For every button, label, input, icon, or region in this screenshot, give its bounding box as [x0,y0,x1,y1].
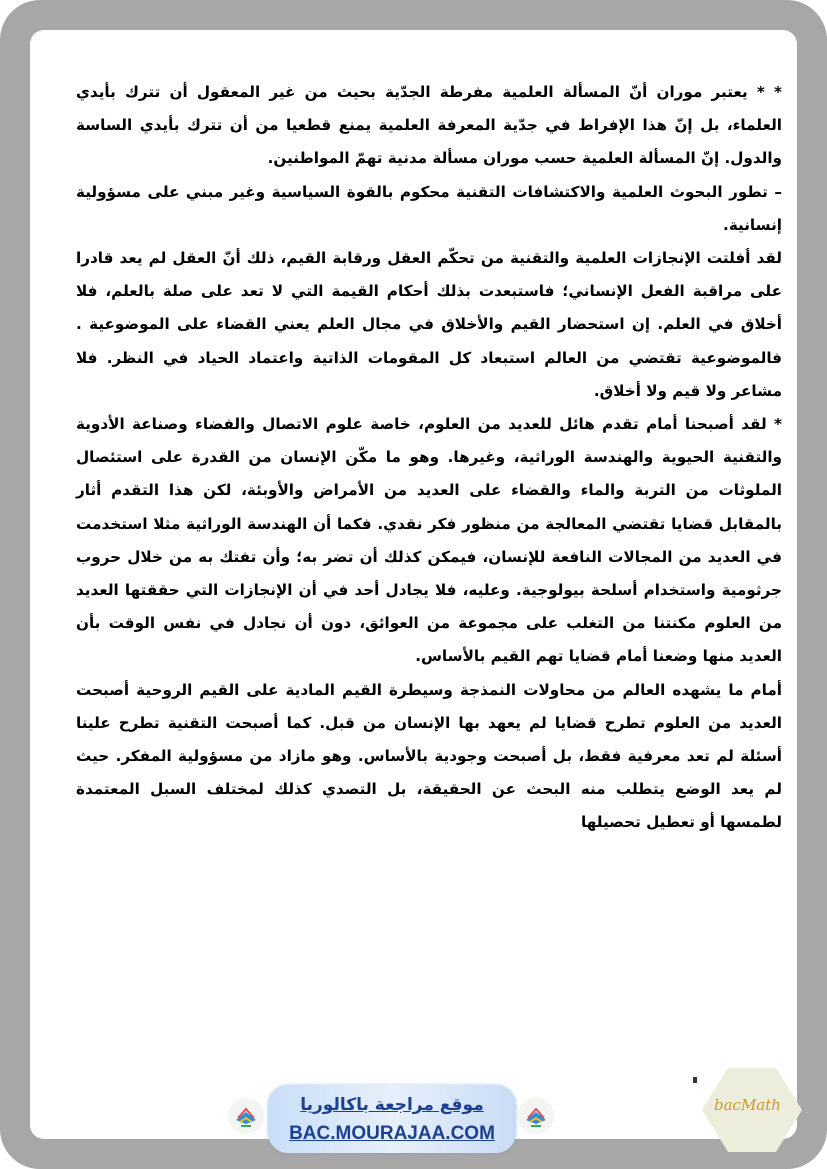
site-logo-icon [228,1098,264,1134]
bacmath-logo-text: bacMath [714,1096,781,1114]
paragraph: أمام ما يشهده العالم من محاولات النمذجة وسيطرة القيم المادية على القيم الروحية أصبحت العديد من العلوم تطرح قضايا لم يعهد بها الإنسان من قبل. كما أصبحت التقنية تطرح علينا أسئلة لم تعد معرفية فقط، بل أصبحت وجودية بالأساس. وهو مازاد من مسؤولية المفكر. حيث لم يعد الوضع يتطلب منه البحث عن الحقيقة، بل التصدي كذلك لمختلف السبل المعتمدة لطمسها أو تعطيل تحصيلها [76,680,782,832]
site-name-link[interactable]: موقع مراجعة باكالوريا [300,1095,484,1115]
document-page [30,30,797,1139]
paragraph: * لقد أصبحنا أمام تقدم هائل للعديد من العلوم، خاصة علوم الاتصال والفضاء وصناعة الأدوية والتقنية الحيوية والهندسة الوراثية، وغيرها. وهو ما مكّن الإنسان من القدرة على استئصال الملوثات من التربة والماء والقضاء على العديد من الأمراض والأوبئة، لكن هذا التقدم أثار بالمقابل قضايا تقتضي المعالجة من منظور فكر نقدي. فكما أن الهندسة الوراثية مثلا استخدمت في العديد من المجالات النافعة للإنسان، فيمكن كذلك أن تضر به؛ وأن تفتك به من خلال حروب جرثومية واستخدام أسلحة بيولوجية. وعليه، فلا يجادل أحد في أن الإنجازات التي حققتها العديد من العلوم مكنتنا من التغلب على مجموعة من العوائق، دون أن نجادل في نفس الوقت بأن العديد منها وضعنا أمام قضايا تهم القيم بالأساس. [76,415,782,666]
site-logo-icon [518,1098,554,1134]
site-badge[interactable] [268,1085,516,1153]
site-url-link[interactable]: BAC.MOURAJAA.COM [289,1123,495,1144]
paragraph: * * يعتبر موران أنّ المسألة العلمية مفرطة الجدّية بحيث من غير المعقول أن تترك بأيدي العلماء، بل إنّ هذا الإفراط في جدّية المعرفة العلمية يمنع قطعيا من أن تترك بأيدي الساسة والدول. إنّ المسألة العلمية حسب موران مسألة مدنية تهمّ المواطنين. [76,83,782,168]
paragraph: لقد أفلتت الإنجازات العلمية والتقنية من تحكّم العقل ورقابة القيم، ذلك أنّ العقل لم يعد قادرا على مراقبة الفعل الإنساني؛ فاستبعدت بذلك أحكام القيمة التي لا تعد على صلة بالعلم، فلا أخلاق في العلم. إن استحضار القيم والأخلاق في مجال العلم يعني القضاء على الموضوعية . فالموضوعية تقتضي من العالم استبعاد كل المقومات الذاتية واعتماد الحياد في النظر. فلا مشاعر ولا قيم ولا أخلاق. [76,249,782,400]
page-marker [693,1077,697,1083]
paragraph: – تطور البحوث العلمية والاكتشافات التقنية محكوم بالقوة السياسية وغير مبني على مسؤولية إنسانية. [76,182,782,234]
document-body [76,76,782,840]
